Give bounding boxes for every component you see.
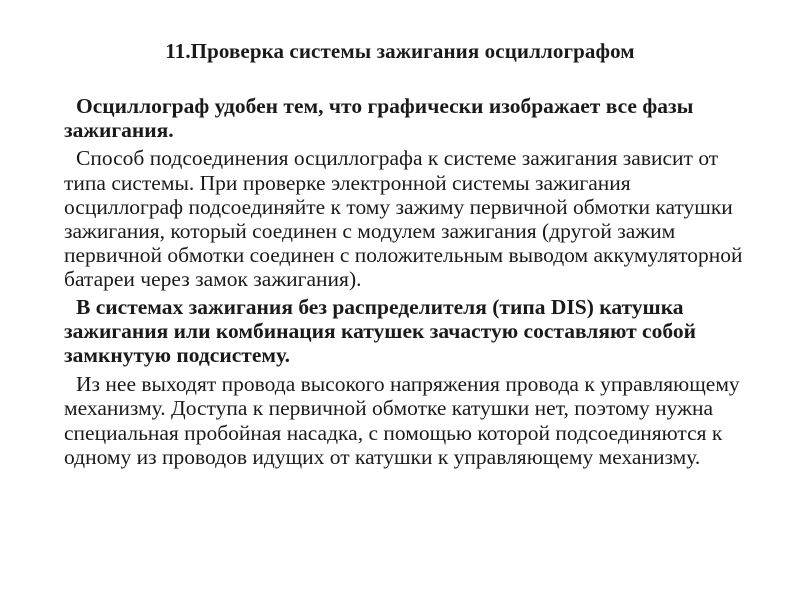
paragraph-connection-method: Способ подсоединения осциллографа к системе зажигания зависит от типа системы. При проверке электронной системы зажигания осциллограф подсоединяйте к тому зажиму первичной обмотки катушки зажигания, который соединен с модулем зажигания (другой зажим первичной обмотки соединен с положительным выводом аккумуляторной батареи через замок зажигания). — [64, 146, 743, 292]
slide-title: 11.Проверка системы зажигания осциллографом — [165, 39, 635, 63]
slide-body — [64, 94, 754, 473]
paragraph-probe-adapter: Из нее выходят провода высокого напряжения провода к управляющему механизму. Доступа к первичной обмотке катушки нет, поэтому нужна специальная пробойная насадка, с помощью которой подсоединяются к одному из проводов идущих от катушки к управляющему механизму. — [64, 372, 740, 469]
paragraph-dis-systems: В системах зажигания без распределителя (типа DIS) катушка зажигания или комбинация катушек зачастую составляют собой замкнутую подсистему. — [64, 294, 696, 368]
paragraph-intro: Осциллограф удобен тем, что графически изображает все фазы зажигания. — [64, 94, 694, 143]
